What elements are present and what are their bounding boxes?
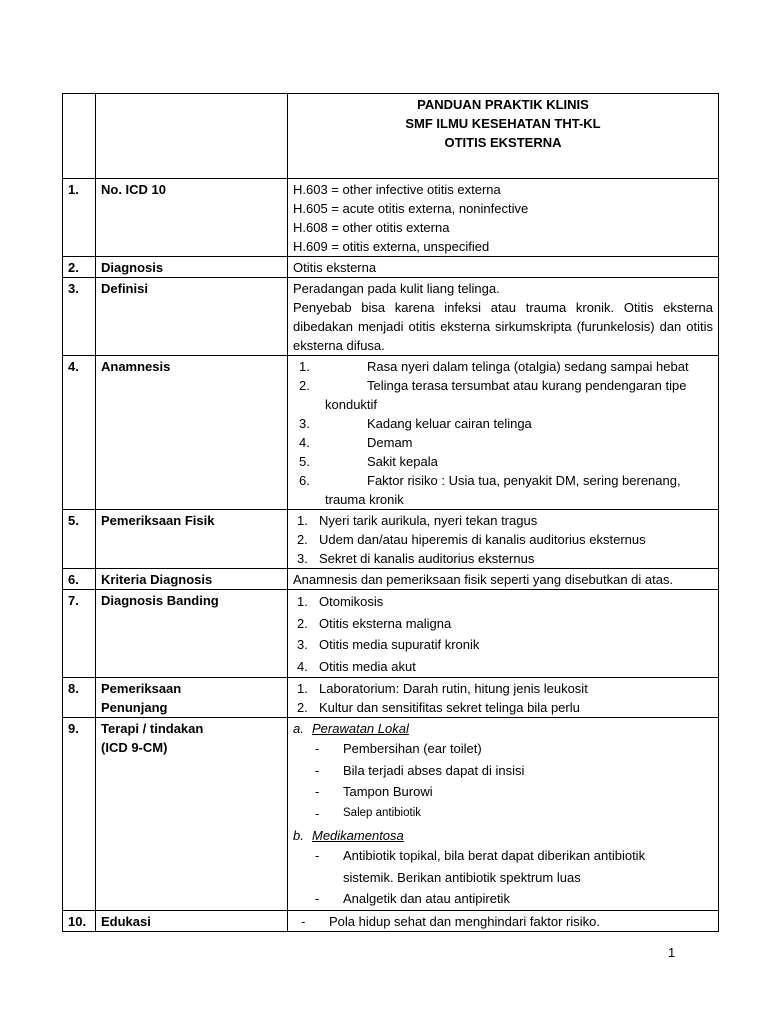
list-item: 6. Faktor risiko : Usia tua, penyakit DM, sering berenang, trauma kronik [299,473,681,507]
list-item: 2. Telinga terasa tersumbat atau kurang pendengaran tipe konduktif [299,378,687,412]
row-content [288,179,719,257]
row-label: Diagnosis Banding [96,590,288,678]
row-kriteria-diagnosis [63,569,719,590]
row-number: 6. [63,569,96,590]
list-item: 2. Otitis eksterna maligna [297,615,452,631]
row-content [288,590,719,678]
list-item: - Analgetik dan atau antipiretik [315,891,510,906]
row-number: 2. [63,257,96,278]
row-diagnosis [63,257,719,278]
row-label: Definisi [96,278,288,356]
row-content: Anamnesis dan pemeriksaan fisik seperti yang disebutkan di atas. [288,569,719,590]
list-item: 2. Kultur dan sensitifitas sekret telinga bila perlu [297,700,580,715]
row-label: Pemeriksaan Penunjang [96,678,288,718]
row-pemeriksaan-penunjang [63,678,719,718]
row-icd [63,179,719,257]
subsection-heading: a. Perawatan Lokal [293,721,409,736]
row-label: Terapi / tindakan (ICD 9-CM) [96,718,288,911]
list-item: - Tampon Burowi [315,784,433,799]
row-number: 9. [63,718,96,911]
list-item: 3. Sekret di kanalis auditorius eksternus [297,551,535,566]
list-item: 2. Udem dan/atau hiperemis di kanalis auditorius eksternus [297,532,646,547]
list-item: - Salep antibiotik [315,805,421,821]
header-row [63,94,719,179]
row-content [288,356,719,510]
icd-line: H.609 = otitis externa, unspecified [293,239,490,254]
row-number: 3. [63,278,96,356]
icd-line: H.608 = other otitis externa [293,220,450,235]
anamnesis-list [293,357,713,509]
row-number: 1. [63,179,96,257]
row-number: 10. [63,910,96,931]
definition-sentence: Peradangan pada kulit liang telinga. [293,281,500,296]
list-item: 5. Sakit kepala [299,454,438,469]
row-content [288,678,719,718]
list-item: - Bila terjadi abses dapat di insisi [315,762,525,778]
list-item: - Pola hidup sehat dan menghindari faktor risiko. [301,913,600,929]
page-number: 1 [668,945,676,960]
list-item: 4. Demam [299,435,413,450]
clinical-guideline-table [62,93,719,932]
list-item: 3. Otitis media supuratif kronik [297,637,480,652]
definition-paragraph: Penyebab bisa karena infeksi atau trauma kronik. Otitis eksterna dibedakan menjadi otitis eksterna sirkumskripta (furunkelosis) dan otitis eksterna difusa. [293,300,713,353]
list-item: 1. Rasa nyeri dalam telinga (otalgia) sedang sampai hebat [299,359,689,374]
list-item: 1. Otomikosis [297,594,384,609]
title-line-2: SMF ILMU KESEHATAN THT-KL [405,116,601,131]
list-item: 1. Nyeri tarik aurikula, nyeri tekan tragus [297,513,538,528]
row-number: 5. [63,510,96,569]
row-label: Diagnosis [96,257,288,278]
row-diagnosis-banding [63,590,719,678]
row-content [288,718,719,911]
row-number: 8. [63,678,96,718]
row-label: Edukasi [96,910,288,931]
list-item: 3. Kadang keluar cairan telinga [299,416,532,431]
row-label: Anamnesis [96,356,288,510]
row-number: 4. [63,356,96,510]
differential-list [293,591,713,677]
list-item: - Pembersihan (ear toilet) [315,741,482,756]
row-anamnesis [63,356,719,510]
row-label: Kriteria Diagnosis [96,569,288,590]
row-terapi [63,718,719,911]
physical-exam-list [293,511,713,568]
list-item: - Antibiotik topikal, bila berat dapat diberikan antibiotik sistemik. Berikan antibiotik spektrum luas [315,848,646,885]
row-edukasi [63,910,719,931]
row-number: 7. [63,590,96,678]
row-label: No. ICD 10 [96,179,288,257]
list-item: 4. Otitis media akut [297,658,416,674]
row-content: Otitis eksterna [288,257,719,278]
supporting-exam-list [293,679,713,717]
subsection-heading: b. Medikamentosa [293,828,404,843]
document-title [288,94,719,179]
row-content [288,910,719,931]
icd-line: H.605 = acute otitis externa, noninfective [293,201,529,216]
row-content [288,278,719,356]
list-item: 1. Laboratorium: Darah rutin, hitung jenis leukosit [297,681,588,696]
title-line-1: PANDUAN PRAKTIK KLINIS [417,97,589,112]
row-content [288,510,719,569]
icd-line: H.603 = other infective otitis externa [293,182,501,197]
row-label: Pemeriksaan Fisik [96,510,288,569]
title-line-3: OTITIS EKSTERNA [444,135,562,150]
row-pemeriksaan-fisik [63,510,719,569]
row-definisi [63,278,719,356]
